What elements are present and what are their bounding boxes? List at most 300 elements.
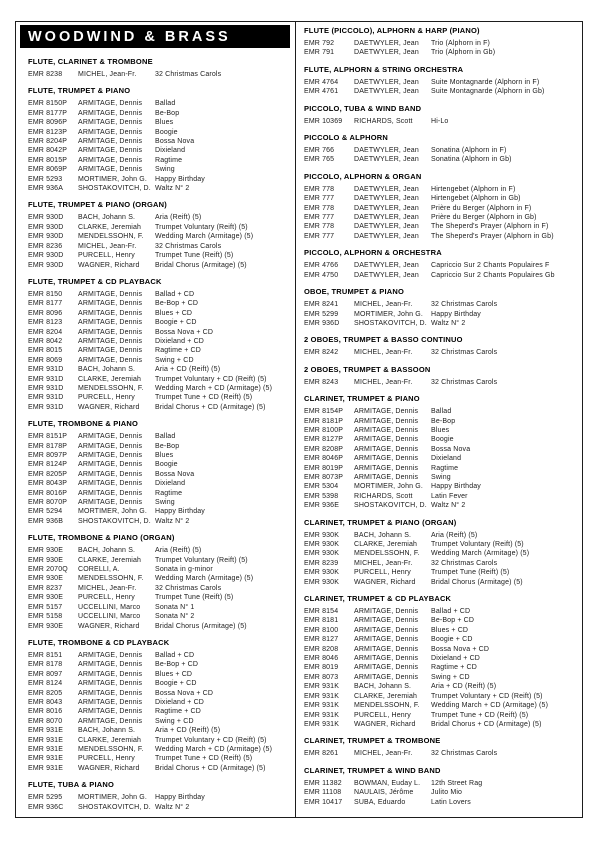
- section-rows: [304, 146, 576, 165]
- catalog-row: [304, 194, 576, 203]
- piece-title: Trumpet Tune + CD (Reift) (5): [431, 711, 529, 719]
- catalog-row: [28, 175, 291, 184]
- catalog-number: EMR 8096P: [28, 119, 68, 127]
- piece-title: Suite Montagnarde (Alphorn in Gb): [431, 88, 545, 96]
- catalog-number: EMR 8204: [28, 328, 63, 336]
- piece-title: Trumpet Voluntary + CD (Reift) (5): [431, 692, 543, 700]
- composer-name: NAULAIS, Jérôme: [354, 789, 414, 797]
- catalog-section: [304, 518, 576, 587]
- composer-name: ARMITAGE, Dennis: [78, 689, 143, 697]
- catalog-section: [304, 248, 576, 280]
- catalog-row: [304, 39, 576, 48]
- composer-name: ARMITAGE, Dennis: [354, 445, 419, 453]
- piece-title: Aria + CD (Reift) (5): [155, 727, 221, 735]
- catalog-section: [304, 736, 576, 758]
- piece-title: Aria + CD (Reift) (5): [155, 366, 221, 374]
- catalog-row: [28, 213, 291, 222]
- piece-title: 32 Christmas Carols: [431, 559, 498, 567]
- right-column: [296, 22, 582, 817]
- piece-title: Trio (Alphorn in F): [431, 40, 490, 47]
- section-rows: [304, 117, 576, 126]
- catalog-row: [28, 745, 291, 754]
- piece-title: Prière du Berger (Alphorn in Gb): [431, 214, 537, 222]
- section-rows: [304, 300, 576, 328]
- piece-title: Capriccio Sur 2 Chants Populaires Gb: [431, 271, 555, 279]
- catalog-row: [28, 451, 291, 460]
- piece-title: Swing + CD: [431, 673, 470, 681]
- composer-name: DAETWYLER, Jean: [354, 271, 419, 279]
- composer-name: PURCELL, Henry: [78, 594, 135, 602]
- composer-name: MENDELSSOHN, F.: [354, 550, 420, 558]
- catalog-number: EMR 765: [304, 156, 335, 164]
- catalog-row: [28, 137, 291, 146]
- catalog-row: [28, 70, 291, 79]
- composer-name: MICHEL, Jean-Fr.: [354, 349, 413, 357]
- catalog-number: EMR 930D: [28, 233, 64, 241]
- section-rows: [28, 213, 291, 269]
- composer-name: PURCELL, Henry: [78, 252, 135, 260]
- composer-name: ARMITAGE, Dennis: [78, 489, 143, 497]
- catalog-row: [28, 793, 291, 802]
- composer-name: WAGNER, Richard: [78, 403, 140, 411]
- catalog-row: [28, 565, 291, 574]
- composer-name: ARMITAGE, Dennis: [78, 480, 143, 488]
- piece-title: Swing: [431, 473, 451, 481]
- catalog-number: EMR 936E: [304, 502, 340, 510]
- composer-name: ARMITAGE, Dennis: [354, 617, 419, 625]
- catalog-row: [304, 682, 576, 691]
- catalog-number: EMR 930E: [28, 594, 64, 602]
- catalog-section: [28, 419, 291, 526]
- catalog-section: [304, 104, 576, 126]
- catalog-row: [28, 309, 291, 318]
- catalog-number: EMR 931K: [304, 683, 340, 691]
- catalog-row: [304, 540, 576, 549]
- catalog-number: EMR 4764: [304, 78, 339, 86]
- composer-name: WAGNER, Richard: [354, 578, 416, 586]
- section-title: FLUTE, TROMBONE & CD PLAYBACK: [28, 637, 170, 647]
- catalog-number: EMR 8204P: [28, 138, 68, 146]
- composer-name: ARMITAGE, Dennis: [78, 100, 143, 108]
- composer-name: CLARKE, Jeremiah: [78, 223, 142, 231]
- piece-title: Latin Fever: [431, 492, 468, 500]
- catalog-row: [28, 584, 291, 593]
- section-rows: [304, 607, 576, 729]
- composer-name: ARMITAGE, Dennis: [78, 138, 143, 146]
- composer-name: PURCELL, Henry: [354, 569, 411, 577]
- catalog-row: [28, 498, 291, 507]
- catalog-row: [304, 663, 576, 672]
- catalog-number: EMR 931D: [28, 384, 64, 392]
- catalog-number: EMR 5398: [304, 492, 339, 500]
- piece-title: Boogie + CD: [431, 636, 473, 644]
- catalog-number: EMR 8127P: [304, 436, 344, 444]
- piece-title: Swing: [155, 499, 175, 507]
- catalog-number: EMR 8070P: [28, 499, 68, 507]
- catalog-row: [28, 679, 291, 688]
- piece-title: Hirtengebet (Alphorn in Gb): [431, 195, 521, 203]
- composer-name: MORTIMER, John G.: [354, 483, 423, 491]
- catalog-number: EMR 11108: [304, 789, 342, 797]
- section-title: PICCOLO & ALPHORN: [304, 133, 388, 143]
- section-title: FLUTE, TUBA & PIANO: [28, 780, 115, 790]
- catalog-number: EMR 8236: [28, 242, 63, 250]
- catalog-row: [304, 213, 576, 222]
- catalog-row: [28, 517, 291, 526]
- composer-name: ARMITAGE, Dennis: [354, 636, 419, 644]
- catalog-number: EMR 8154: [304, 608, 339, 616]
- piece-title: Blues + CD: [431, 626, 469, 634]
- composer-name: DAETWYLER, Jean: [354, 147, 419, 155]
- catalog-section: [304, 365, 576, 387]
- catalog-row: [28, 251, 291, 260]
- piece-title: 32 Christmas Carols: [155, 71, 222, 78]
- section-rows: [28, 70, 291, 79]
- catalog-row: [28, 356, 291, 365]
- catalog-number: EMR 930D: [28, 261, 64, 269]
- composer-name: BOWMAN, Euday L.: [354, 779, 421, 787]
- composer-name: RICHARDS, Scott: [354, 117, 413, 125]
- composer-name: DAETWYLER, Jean: [354, 88, 419, 96]
- catalog-number: EMR 8127: [304, 636, 339, 644]
- catalog-number: EMR 777: [304, 195, 335, 203]
- catalog-number: EMR 8042: [28, 337, 63, 345]
- catalog-number: EMR 8239: [304, 559, 339, 567]
- catalog-number: EMR 8016: [28, 708, 63, 716]
- piece-title: Wedding March (Armitage) (5): [155, 575, 254, 583]
- catalog-number: EMR 930K: [304, 531, 340, 539]
- catalog-number: EMR 8015P: [28, 156, 68, 164]
- piece-title: Trumpet Tune (Reift) (5): [155, 594, 234, 602]
- piece-title: The Sheperd's Prayer (Alphorn in Gb): [431, 232, 554, 240]
- catalog-number: EMR 8097: [28, 670, 63, 678]
- catalog-section: [28, 200, 291, 269]
- catalog-row: [28, 442, 291, 451]
- composer-name: WAGNER, Richard: [78, 261, 140, 269]
- section-rows: [28, 546, 291, 631]
- piece-title: Wedding March (Armitage) (5): [431, 550, 530, 558]
- section-title: 2 OBOES, TRUMPET & BASSOON: [304, 364, 431, 374]
- catalog-number: EMR 5304: [304, 483, 339, 491]
- catalog-row: [304, 445, 576, 454]
- catalog-number: EMR 8151P: [28, 433, 68, 441]
- catalog-number: EMR 8070: [28, 717, 63, 725]
- piece-title: Boogie + CD: [155, 319, 197, 327]
- piece-title: Trio (Alphorn in Gb): [431, 49, 496, 57]
- piece-title: Be-Bop + CD: [431, 617, 475, 625]
- composer-name: BACH, Johann S.: [78, 366, 136, 374]
- composer-name: ARMITAGE, Dennis: [354, 655, 419, 663]
- composer-name: ARMITAGE, Dennis: [78, 708, 143, 716]
- section-rows: [28, 793, 291, 812]
- catalog-number: EMR 930E: [28, 575, 64, 583]
- catalog-row: [304, 720, 576, 729]
- piece-title: Bossa Nova: [155, 138, 195, 146]
- piece-title: Be-Bop: [431, 417, 456, 425]
- piece-title: Dixieland + CD: [431, 655, 480, 663]
- catalog-number: EMR 778: [304, 204, 335, 212]
- catalog-row: [304, 501, 576, 510]
- piece-title: Blues: [155, 119, 174, 127]
- composer-name: MICHEL, Jean-Fr.: [354, 378, 413, 386]
- composer-name: DAETWYLER, Jean: [354, 214, 419, 222]
- catalog-number: EMR 8100P: [304, 426, 344, 434]
- composer-name: ARMITAGE, Dennis: [354, 673, 419, 681]
- piece-title: Suite Montagnarde (Alphorn in F): [431, 78, 540, 86]
- catalog-section: [304, 394, 576, 510]
- catalog-row: [28, 156, 291, 165]
- catalog-number: EMR 8069P: [28, 166, 68, 174]
- catalog-number: EMR 10369: [304, 117, 343, 125]
- piece-title: Prière du Berger (Alphorn in F): [431, 204, 532, 212]
- composer-name: ARMITAGE, Dennis: [78, 166, 143, 174]
- section-title: FLUTE, TRUMPET & PIANO: [28, 86, 131, 96]
- catalog-number: EMR 8177: [28, 300, 63, 308]
- piece-title: Waltz N° 2: [431, 502, 466, 510]
- piece-title: Blues: [155, 452, 174, 459]
- catalog-number: EMR 8043P: [28, 480, 68, 488]
- page-title: WOODWIND & BRASS: [28, 28, 231, 45]
- catalog-number: EMR 5294: [28, 508, 63, 516]
- catalog-row: [28, 736, 291, 745]
- composer-name: ARMITAGE, Dennis: [78, 717, 143, 725]
- catalog-row: [28, 507, 291, 516]
- section-rows: [304, 185, 576, 241]
- catalog-number: EMR 8150: [28, 290, 63, 298]
- catalog-number: EMR 5157: [28, 603, 63, 611]
- piece-title: Aria (Reift) (5): [155, 547, 202, 555]
- composer-name: ARMITAGE, Dennis: [78, 347, 143, 355]
- section-rows: [28, 432, 291, 526]
- catalog-number: EMR 8150P: [28, 100, 68, 108]
- catalog-number: EMR 8046P: [304, 455, 344, 463]
- composer-name: DAETWYLER, Jean: [354, 78, 419, 86]
- piece-title: 12th Street Rag: [431, 779, 483, 787]
- composer-name: ARMITAGE, Dennis: [354, 473, 419, 481]
- composer-name: ARMITAGE, Dennis: [354, 408, 419, 416]
- catalog-row: [28, 337, 291, 346]
- section-title: FLUTE, ALPHORN & STRING ORCHESTRA: [304, 64, 464, 74]
- piece-title: Be-Bop: [155, 442, 180, 450]
- composer-name: ARMITAGE, Dennis: [78, 328, 143, 336]
- section-rows: [28, 290, 291, 412]
- composer-name: DAETWYLER, Jean: [354, 232, 419, 240]
- composer-name: MENDELSSOHN, F.: [78, 745, 144, 753]
- catalog-row: [28, 660, 291, 669]
- composer-name: ARMITAGE, Dennis: [78, 156, 143, 164]
- catalog-number: EMR 8042P: [28, 147, 68, 155]
- catalog-number: EMR 8241: [304, 301, 339, 309]
- piece-title: Sonatina (Alphorn in Gb): [431, 156, 512, 164]
- catalog-number: EMR 8243: [304, 378, 339, 386]
- catalog-row: [304, 87, 576, 96]
- catalog-row: [28, 403, 291, 412]
- catalog-number: EMR 930D: [28, 252, 64, 260]
- piece-title: Waltz N° 2: [155, 185, 190, 193]
- piece-title: Sonata in g-minor: [155, 566, 213, 574]
- composer-name: CLARKE, Jeremiah: [78, 556, 142, 564]
- composer-name: ARMITAGE, Dennis: [78, 651, 143, 659]
- catalog-number: EMR 792: [304, 40, 335, 47]
- piece-title: Happy Birthday: [155, 175, 205, 183]
- catalog-number: EMR 930K: [304, 550, 340, 558]
- piece-title: Dixieland: [431, 455, 462, 463]
- piece-title: Swing: [155, 166, 175, 174]
- composer-name: ARMITAGE, Dennis: [354, 664, 419, 672]
- composer-name: MICHEL, Jean-Fr.: [354, 750, 413, 758]
- catalog-row: [28, 593, 291, 602]
- catalog-section: [28, 780, 291, 812]
- catalog-row: [304, 435, 576, 444]
- catalog-row: [28, 393, 291, 402]
- piece-title: Ragtime + CD: [155, 708, 201, 716]
- composer-name: DAETWYLER, Jean: [354, 156, 419, 164]
- composer-name: CORELLI, A.: [78, 566, 120, 574]
- composer-name: DAETWYLER, Jean: [354, 49, 419, 57]
- catalog-number: EMR 931E: [28, 745, 64, 753]
- piece-title: Trumpet Voluntary (Reift) (5): [431, 541, 524, 548]
- catalog-row: [304, 626, 576, 635]
- composer-name: MORTIMER, John G.: [354, 310, 423, 318]
- section-title: CLARINET, TRUMPET & PIANO: [304, 394, 420, 404]
- composer-name: ARMITAGE, Dennis: [78, 290, 143, 298]
- composer-name: MENDELSSOHN, F.: [354, 702, 420, 710]
- catalog-number: EMR 936D: [304, 319, 340, 327]
- catalog-number: EMR 8016P: [28, 489, 68, 497]
- composer-name: ARMITAGE, Dennis: [78, 119, 143, 127]
- piece-title: Bossa Nova + CD: [431, 645, 490, 653]
- composer-name: MENDELSSOHN, F.: [78, 233, 144, 241]
- composer-name: ARMITAGE, Dennis: [354, 608, 419, 616]
- catalog-number: EMR 4766: [304, 262, 339, 270]
- composer-name: ARMITAGE, Dennis: [354, 455, 419, 463]
- piece-title: Swing + CD: [155, 717, 194, 725]
- catalog-number: EMR 8073: [304, 673, 339, 681]
- catalog-row: [304, 300, 576, 309]
- catalog-row: [28, 764, 291, 773]
- composer-name: MICHEL, Jean-Fr.: [354, 559, 413, 567]
- piece-title: Boogie + CD: [155, 680, 197, 688]
- catalog-section: [28, 277, 291, 412]
- composer-name: BACH, Johann S.: [78, 727, 136, 735]
- catalog-row: [28, 803, 291, 812]
- composer-name: DAETWYLER, Jean: [354, 40, 419, 47]
- catalog-section: [304, 594, 576, 729]
- catalog-row: [28, 232, 291, 241]
- piece-title: 32 Christmas Carols: [155, 242, 222, 250]
- catalog-row: [304, 798, 576, 807]
- catalog-number: EMR 8015: [28, 347, 63, 355]
- catalog-section: [28, 86, 291, 193]
- catalog-row: [304, 348, 576, 357]
- composer-name: ARMITAGE, Dennis: [78, 470, 143, 478]
- catalog-row: [28, 651, 291, 660]
- catalog-section: [28, 57, 291, 79]
- catalog-row: [28, 707, 291, 716]
- catalog-number: EMR 8177P: [28, 109, 68, 117]
- composer-name: ARMITAGE, Dennis: [354, 426, 419, 434]
- piece-title: Trumpet Voluntary (Reift) (5): [155, 223, 248, 231]
- section-title: FLUTE (PICCOLO), ALPHORN & HARP (PIANO): [304, 26, 480, 35]
- piece-title: Ragtime + CD: [155, 347, 201, 355]
- piece-title: Ballad: [431, 408, 452, 416]
- piece-title: 32 Christmas Carols: [155, 584, 222, 592]
- catalog-number: EMR 930E: [28, 547, 64, 555]
- section-rows: [304, 749, 576, 758]
- composer-name: CLARKE, Jeremiah: [78, 736, 142, 744]
- section-title: CLARINET, TRUMPET & CD PLAYBACK: [304, 594, 452, 604]
- catalog-number: EMR 931D: [28, 403, 64, 411]
- catalog-number: EMR 8124: [28, 680, 63, 688]
- piece-title: Waltz N° 2: [155, 517, 190, 525]
- catalog-section: [304, 287, 576, 328]
- piece-title: Bossa Nova + CD: [155, 689, 214, 697]
- piece-title: Latin Lovers: [431, 798, 471, 806]
- catalog-row: [304, 616, 576, 625]
- catalog-row: [28, 670, 291, 679]
- catalog-row: [28, 109, 291, 118]
- composer-name: ARMITAGE, Dennis: [78, 661, 143, 669]
- composer-name: ARMITAGE, Dennis: [354, 417, 419, 425]
- piece-title: Sonatina (Alphorn in F): [431, 147, 507, 155]
- section-rows: [28, 651, 291, 773]
- composer-name: PURCELL, Henry: [354, 711, 411, 719]
- section-rows: [304, 531, 576, 587]
- catalog-number: EMR 8237: [28, 584, 63, 592]
- catalog-number: EMR 8205P: [28, 470, 68, 478]
- piece-title: Trumpet Tune + CD (Reift) (5): [155, 755, 253, 763]
- piece-title: Be-Bop: [155, 109, 180, 117]
- catalog-row: [304, 531, 576, 540]
- piece-title: Blues + CD: [155, 670, 193, 678]
- page-title-bar: [20, 25, 290, 48]
- composer-name: WAGNER, Richard: [78, 764, 140, 772]
- catalog-row: [304, 788, 576, 797]
- catalog-row: [28, 689, 291, 698]
- catalog-number: EMR 8261: [304, 750, 339, 758]
- catalog-row: [28, 290, 291, 299]
- catalog-row: [304, 454, 576, 463]
- catalog-number: EMR 931E: [28, 755, 64, 763]
- piece-title: Trumpet Voluntary + CD (Reift) (5): [155, 375, 267, 383]
- piece-title: Trumpet Tune (Reift) (5): [431, 569, 510, 577]
- composer-name: ARMITAGE, Dennis: [354, 436, 419, 444]
- catalog-row: [28, 165, 291, 174]
- catalog-row: [304, 779, 576, 788]
- catalog-row: [304, 701, 576, 710]
- piece-title: Ragtime: [155, 156, 183, 164]
- section-title: FLUTE, TRUMPET & PIANO (ORGAN): [28, 200, 167, 210]
- catalog-row: [304, 378, 576, 387]
- catalog-number: EMR 8073P: [304, 473, 344, 481]
- catalog-section: [304, 133, 576, 165]
- composer-name: BACH, Johann S.: [354, 683, 412, 691]
- catalog-row: [304, 749, 576, 758]
- catalog-row: [304, 559, 576, 568]
- catalog-sheet: [15, 21, 583, 818]
- section-title: FLUTE, CLARINET & TROMBONE: [28, 57, 153, 66]
- catalog-row: [28, 489, 291, 498]
- catalog-number: EMR 8019P: [304, 464, 344, 472]
- catalog-number: EMR 8100: [304, 626, 339, 634]
- piece-title: Ballad: [155, 433, 176, 441]
- catalog-number: EMR 8178P: [28, 442, 68, 450]
- catalog-section: [28, 638, 291, 773]
- catalog-row: [304, 692, 576, 701]
- piece-title: Boogie: [155, 128, 178, 136]
- composer-name: WAGNER, Richard: [78, 622, 140, 630]
- section-rows: [304, 78, 576, 97]
